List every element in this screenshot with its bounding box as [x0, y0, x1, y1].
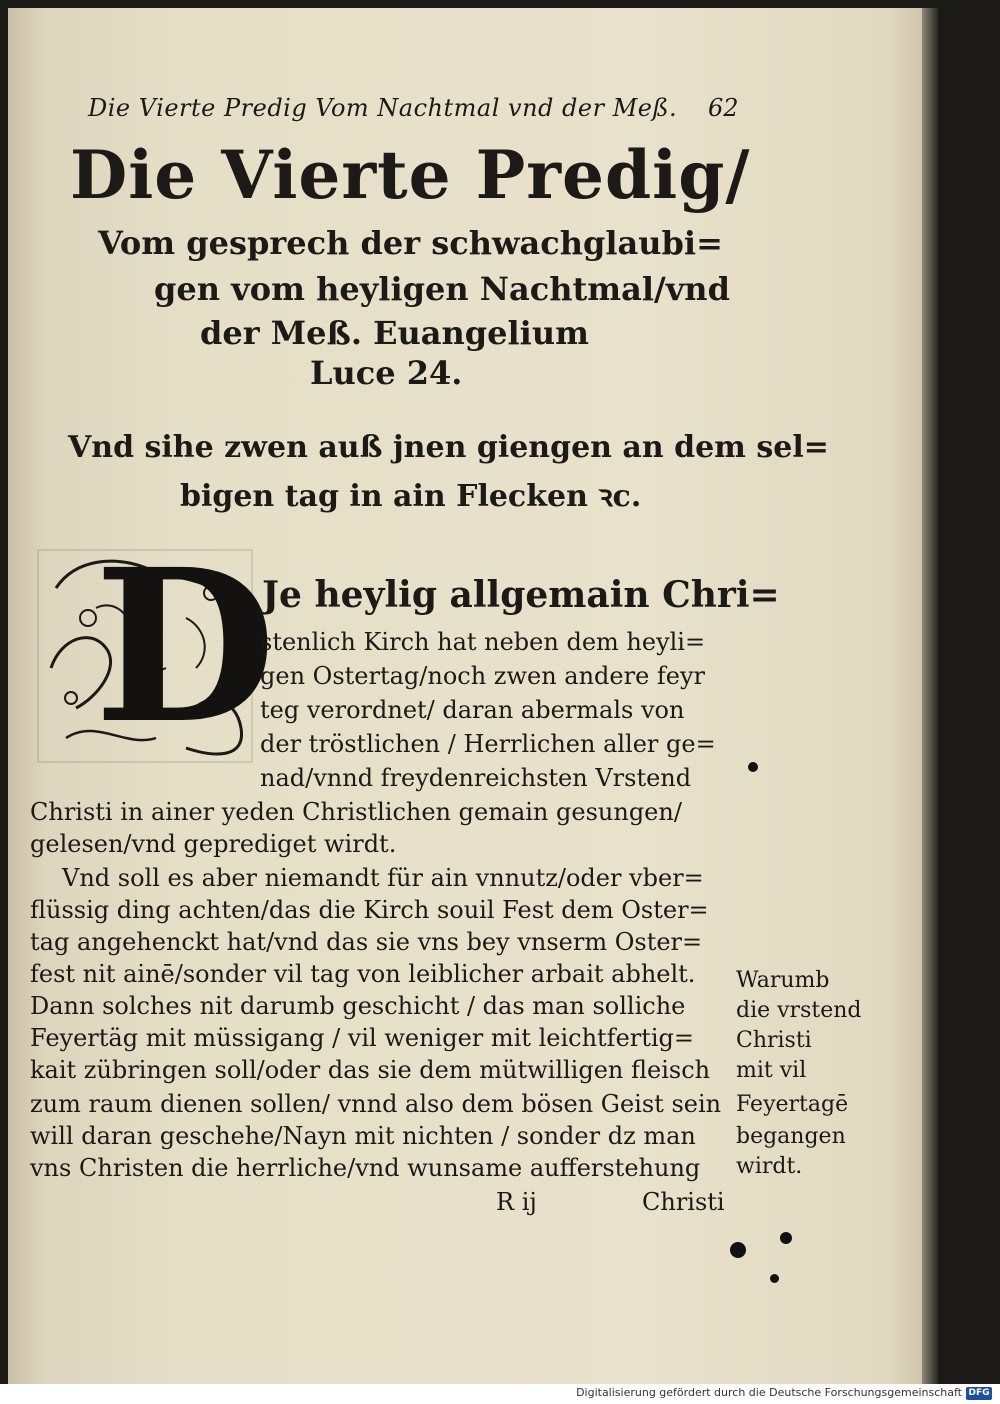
subtitle-line: der Meß. Euangelium — [200, 314, 589, 352]
body-line: Feyertäg mit müssigang / vil weniger mit leichtfertig= — [30, 1024, 695, 1052]
subtitle-line: Vom gesprech der schwachglaubi= — [98, 224, 723, 262]
body-line: gelesen/vnd geprediget wirdt. — [30, 830, 397, 858]
body-line: teg verordnet/ daran abermals von — [260, 696, 685, 724]
ink-speck — [730, 1242, 746, 1258]
body-line: zum raum dienen sollen/ vnnd also dem bösen Geist sein — [30, 1090, 722, 1118]
body-line: Christi in ainer yeden Christlichen gemain gesungen/ — [30, 798, 682, 826]
margin-note-line: Christi — [736, 1028, 812, 1053]
margin-note-line: wirdt. — [736, 1154, 803, 1179]
subtitle-line: Luce 24. — [310, 354, 463, 392]
ink-speck — [780, 1232, 792, 1244]
ink-speck — [770, 1274, 779, 1283]
body-line: stenlich Kirch hat neben dem heyli= — [260, 628, 706, 656]
body-line: vns Christen die herrliche/vnd wunsame aufferstehung — [30, 1154, 701, 1182]
body-line: Je heylig allgemain Chri= — [262, 574, 780, 616]
body-line: Dann solches nit darumb geschicht / das man solliche — [30, 992, 686, 1020]
body-line: kait zübringen soll/oder das sie dem mütwilligen fleisch — [30, 1056, 711, 1084]
book-page — [8, 8, 922, 1384]
margin-note-line: Warumb — [736, 968, 830, 993]
folio-number: 62 — [708, 94, 739, 122]
sermon-title: Die Vierte Predig/ — [70, 136, 751, 214]
margin-note-line: begangen — [736, 1124, 846, 1149]
verse-line: bigen tag in ain Flecken ꝛc. — [180, 479, 642, 514]
body-line: flüssig ding achten/das die Kirch souil Fest dem Oster= — [30, 896, 709, 924]
margin-note-line: Feyertagē — [736, 1092, 849, 1117]
margin-note-line: die vrstend — [736, 998, 862, 1023]
body-line: gen Ostertag/noch zwen andere feyr — [260, 662, 706, 690]
initial-letter: D — [94, 523, 277, 770]
body-line: der tröstlichen / Herrlichen aller ge= — [260, 730, 716, 758]
margin-note-line: mit vil — [736, 1058, 807, 1083]
ink-speck — [748, 762, 758, 772]
body-line: fest nit ainē/sonder vil tag von leiblicher arbait abhelt. — [30, 960, 696, 988]
signature-mark: R ij — [496, 1188, 537, 1216]
body-line: will daran geschehe/Nayn mit nichten / sonder dz man — [30, 1122, 696, 1150]
body-line: tag angehenckt hat/vnd das sie vns bey vnserm Oster= — [30, 928, 703, 956]
running-head: Die Vierte Predig Vom Nachtmal vnd der Meß. — [88, 94, 678, 122]
dfg-logo: DFG — [966, 1387, 992, 1400]
body-line: nad/vnnd freydenreichsten Vrstend — [260, 764, 692, 792]
funding-notice: Digitalisierung gefördert durch die Deutsche Forschungsgemeinschaft — [576, 1386, 962, 1399]
catchword: Christi — [642, 1188, 725, 1216]
verse-line: Vnd sihe zwen auß jnen giengen an dem sel= — [68, 430, 829, 465]
body-line: Vnd soll es aber niemandt für ain vnnutz/oder vber= — [62, 864, 704, 892]
decorated-initial — [36, 523, 277, 770]
footer-bar — [0, 1384, 1000, 1404]
subtitle-line: gen vom heyligen Nachtmal/vnd — [154, 270, 730, 308]
page-edge-shadow — [922, 8, 938, 1384]
